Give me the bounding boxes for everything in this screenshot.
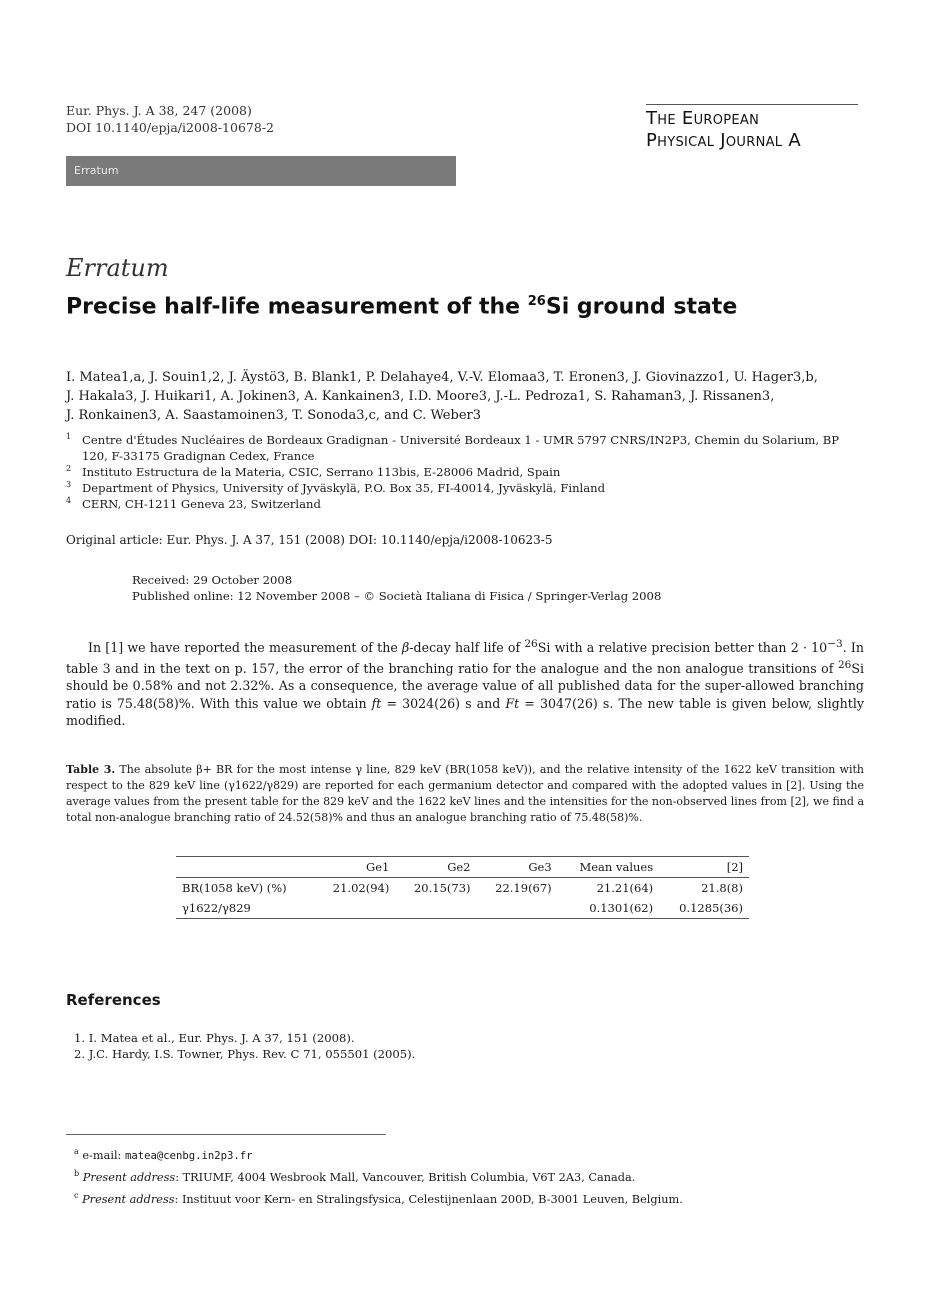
section-bar bbox=[66, 156, 456, 186]
table-cell: 22.19(67) bbox=[495, 881, 552, 895]
brand-rule bbox=[646, 104, 858, 105]
journal-brand bbox=[646, 108, 858, 152]
text-run: Si should be 0.58% and not 2.32%. As a consequence, the average value of all published data for the super-allowed branching ratio is 75.48(58)%. With this value we obtain bbox=[66, 660, 864, 711]
reference-list bbox=[74, 1030, 415, 1062]
table-cell: BR(1058 keV) (%) bbox=[182, 881, 287, 895]
footnote-list bbox=[74, 1143, 683, 1208]
text-run: β bbox=[402, 640, 410, 656]
affiliation-number: 4 bbox=[66, 496, 72, 505]
affiliation-list bbox=[66, 432, 866, 512]
table-cell: 0.1301(62) bbox=[589, 901, 654, 915]
table-cell: γ1622/γ829 bbox=[182, 901, 251, 915]
references-heading: References bbox=[66, 991, 161, 1009]
table-cell: 21.02(94) bbox=[332, 881, 390, 895]
author-line: I. Matea1,a, J. Souin1,2, J. Äystö3, B. Blank1, P. Delahaye4, V.-V. Elomaa3, T. Eronen3, J. Giovinazzo1, U. Hager3,b, bbox=[66, 370, 818, 385]
footnote-rule bbox=[66, 1134, 386, 1135]
text-run: = 3024(26) s and bbox=[381, 695, 506, 711]
affiliation bbox=[66, 480, 866, 496]
affiliation bbox=[66, 432, 866, 464]
footnote-label: Present address bbox=[82, 1192, 175, 1206]
table-header: Mean values bbox=[579, 860, 654, 874]
table-header: [2] bbox=[726, 860, 743, 874]
article-title bbox=[66, 294, 737, 319]
text-run: -decay half life of bbox=[409, 640, 525, 656]
results-table bbox=[176, 856, 749, 919]
table-row bbox=[176, 878, 749, 899]
text-run: Ft bbox=[505, 695, 520, 711]
table-header: Ge2 bbox=[447, 860, 471, 874]
article-dates bbox=[132, 572, 661, 604]
table-row bbox=[176, 898, 749, 919]
affiliation-text: CERN, CH-1211 Geneva 23, Switzerland bbox=[82, 497, 321, 511]
table-header-row bbox=[176, 857, 749, 878]
text-run: = 3047(26) s. The new table is given below, slightly modified. bbox=[66, 695, 864, 729]
brand-line-1: The European bbox=[646, 108, 760, 129]
footnote-label: e-mail: bbox=[82, 1148, 125, 1162]
journal-citation bbox=[66, 102, 274, 136]
body-paragraph bbox=[66, 636, 864, 730]
table-header: Ge1 bbox=[366, 860, 390, 874]
table-header bbox=[176, 857, 314, 878]
original-article-note: Original article: Eur. Phys. J. A 37, 151 (2008) DOI: 10.1140/epja/i2008-10623-5 bbox=[66, 533, 553, 547]
doi-line: DOI 10.1140/epja/i2008-10678-2 bbox=[66, 120, 274, 135]
author-line: J. Hakala3, J. Huikari1, A. Jokinen3, A. Kankainen3, I.D. Moore3, J.-L. Pedroza1, S. Rahaman3, J. Rissanen3, bbox=[66, 389, 775, 404]
table-cell: 20.15(73) bbox=[413, 881, 471, 895]
affiliation-text: Instituto Estructura de la Materia, CSIC, Serrano 113bis, E-28006 Madrid, Spain bbox=[82, 465, 561, 479]
author-list bbox=[66, 368, 866, 425]
affiliation-number: 3 bbox=[66, 480, 72, 489]
journal-line: Eur. Phys. J. A 38, 247 (2008) bbox=[66, 103, 252, 118]
footnote-text: : Instituut voor Kern- en Stralingsfysica, Celestijnenlaan 200D, B-3001 Leuven, Belgium. bbox=[174, 1192, 683, 1206]
reference-item: 1. I. Matea et al., Eur. Phys. J. A 37, 151 (2008). bbox=[74, 1031, 355, 1045]
table-cell bbox=[477, 898, 558, 919]
affiliation-number: 2 bbox=[66, 464, 72, 473]
text-run: In [1] we have reported the measurement of the bbox=[88, 640, 403, 656]
table-cell: 0.1285(36) bbox=[679, 901, 743, 915]
text-run: Si with a relative precision better than 2 · 10 bbox=[537, 640, 828, 656]
footnote: $^c$ Present address: Instituut voor Kern- en Stralingsfysica, Celestijnenlaan 200D, B-3001 Leuven, Belgium. bbox=[74, 1190, 683, 1206]
text-run: −3 bbox=[827, 638, 843, 650]
text-run: 26 bbox=[837, 658, 852, 671]
brand-line-2: Physical Journal A bbox=[646, 130, 801, 151]
author-line: J. Ronkainen3, A. Saastamoinen3, T. Sonoda3,c, and C. Weber3 bbox=[66, 408, 482, 423]
text-run: 26 bbox=[524, 638, 538, 650]
article-kicker: Erratum bbox=[66, 254, 169, 282]
footnote: $^a$ e-mail: matea@cenbg.in2p3.fr bbox=[74, 1147, 253, 1162]
table-cell: 21.8(8) bbox=[701, 881, 743, 895]
affiliation bbox=[66, 464, 866, 480]
affiliation bbox=[66, 496, 866, 512]
title-prefix: Precise half-life measurement of the bbox=[66, 294, 528, 320]
footnote: $^b$ Present address: TRIUMF, 4004 Wesbrook Mall, Vancouver, British Columbia, V6T 2A3, Canada. bbox=[74, 1168, 636, 1184]
text-run: ft bbox=[371, 695, 382, 711]
footnote-text: : TRIUMF, 4004 Wesbrook Mall, Vancouver, British Columbia, V6T 2A3, Canada. bbox=[175, 1170, 636, 1184]
section-label: Erratum bbox=[74, 164, 119, 177]
title-suffix: Si ground state bbox=[545, 294, 738, 320]
published-date: Published online: 12 November 2008 – © Società Italiana di Fisica / Springer-Verlag 2008 bbox=[132, 589, 662, 603]
table-cell bbox=[314, 898, 395, 919]
caption-text: The absolute β+ BR for the most intense γ line, 829 keV (BR(1058 keV)), and the relative intensity of the 1622 keV transition with respect to the 829 keV line (γ1622/γ829) are reported for each germanium detector and compared with the adopted values in [2]. Using the average values from the present table for the 829 keV and the 1622 keV lines and the intensities for the non-observed lines from [2], we find a total non-analogue branching ratio of 24.52(58)% and thus an analogue branching ratio of 75.48(58)%. bbox=[66, 763, 864, 824]
affiliation-text: Centre d'Études Nucléaires de Bordeaux Gradignan - Université Bordeaux 1 - UMR 5797 CNRS/IN2P3, Chemin du Solarium, BP 120, F-33175 Gradignan Cedex, France bbox=[82, 433, 840, 463]
table-cell: 21.21(64) bbox=[596, 881, 654, 895]
table-header: Ge3 bbox=[528, 860, 552, 874]
title-isotope-mass: 26 bbox=[527, 294, 546, 309]
reference-item: 2. J.C. Hardy, I.S. Towner, Phys. Rev. C 71, 055501 (2005). bbox=[74, 1047, 416, 1061]
affiliation-text: Department of Physics, University of Jyväskylä, P.O. Box 35, FI-40014, Jyväskylä, Finland bbox=[82, 481, 606, 495]
table-caption bbox=[66, 762, 864, 826]
table-cell bbox=[395, 898, 476, 919]
email-link[interactable]: matea@cenbg.in2p3.fr bbox=[124, 1149, 253, 1162]
footnote-label: Present address bbox=[82, 1170, 176, 1184]
caption-label: Table 3. bbox=[66, 763, 116, 776]
received-date: Received: 29 October 2008 bbox=[132, 573, 293, 587]
affiliation-number: 1 bbox=[66, 432, 72, 441]
text-run: . In table 3 and in the text on p. 157, the error of the branching ratio for the analogue and the non analogue transitions of bbox=[66, 640, 864, 676]
